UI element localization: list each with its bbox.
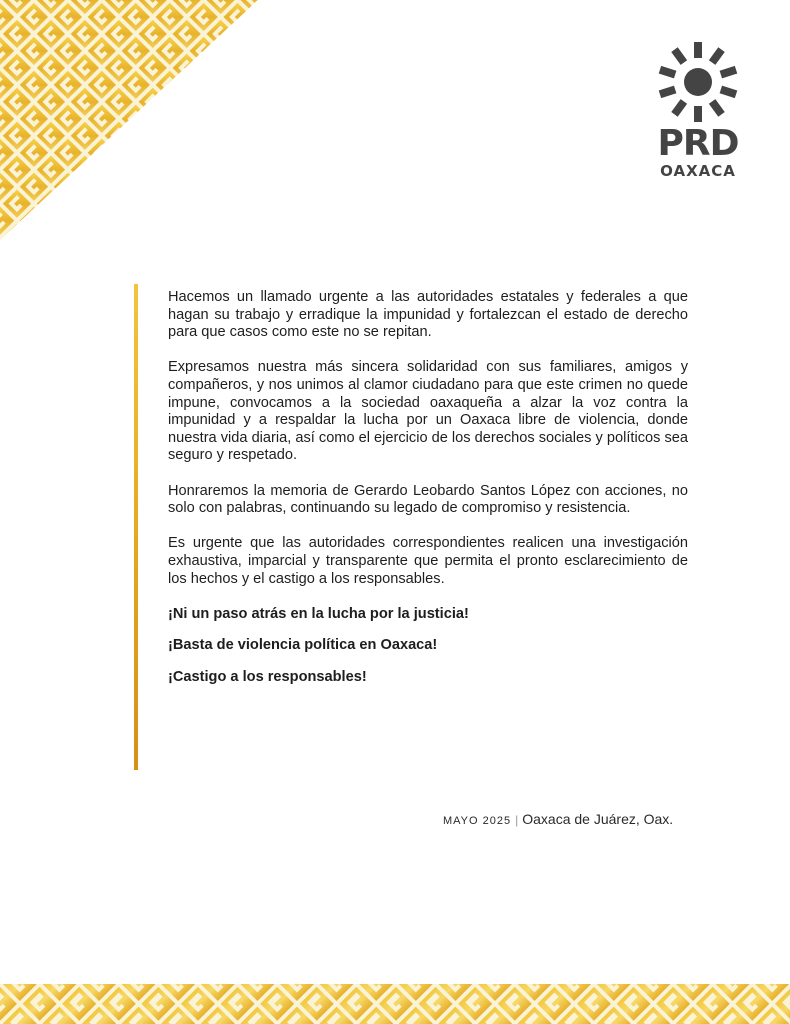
paragraph-memory: Honraremos la memoria de Gerardo Leobardo Santos López con acciones, no solo con palabras, continuando su legado de compromiso y resistencia. <box>168 482 688 517</box>
slogan-justice: ¡Ni un paso atrás en la lucha por la justicia! <box>168 605 469 622</box>
paragraph-investigation: Es urgente que las autoridades correspondientes realicen una investigación exhaustiva, imparcial y transparente que permita el pronto esclarecimiento de los hechos y el castigo a los responsables. <box>168 535 688 587</box>
bottom-fretwork-decoration <box>0 984 790 1024</box>
vertical-accent-bar <box>134 284 138 770</box>
date-text: MAYO 2025 <box>443 815 512 827</box>
logo-prd-text: PRD <box>657 123 739 164</box>
paragraph-call-to-authorities: Hacemos un llamado urgente a las autoridades estatales y federales a que hagan su trabajo y erradique la impunidad y fortalezcan el estado de derecho para que casos como este no se repitan. <box>168 289 688 341</box>
slogan-political-violence: ¡Basta de violencia política en Oaxaca! <box>168 637 438 654</box>
place-text: Oaxaca de Juárez, Oax. <box>522 811 674 827</box>
statement-body <box>168 289 688 700</box>
date-place-line <box>443 811 673 827</box>
sun-icon <box>656 40 740 124</box>
slogan-punishment: ¡Castigo a los responsables! <box>168 668 367 685</box>
paragraph-solidarity: Expresamos nuestra más sincera solidaridad con sus familiares, amigos y compañeros, y nos unimos al clamor ciudadano para que este crimen no quede impune, convocamos a la sociedad oaxaqueña a alzar la voz contra la impunidad y a respaldar la lucha por un Oaxaca libre de violencia, donde nuestra vida diaria, así como el ejercicio de los derechos sociales y políticos sea seguro y respetado. <box>168 359 688 464</box>
prd-oaxaca-logo <box>650 40 746 180</box>
logo-oaxaca-text: OAXACA <box>660 162 736 180</box>
separator: | <box>515 813 519 827</box>
corner-fretwork-decoration <box>0 0 258 240</box>
